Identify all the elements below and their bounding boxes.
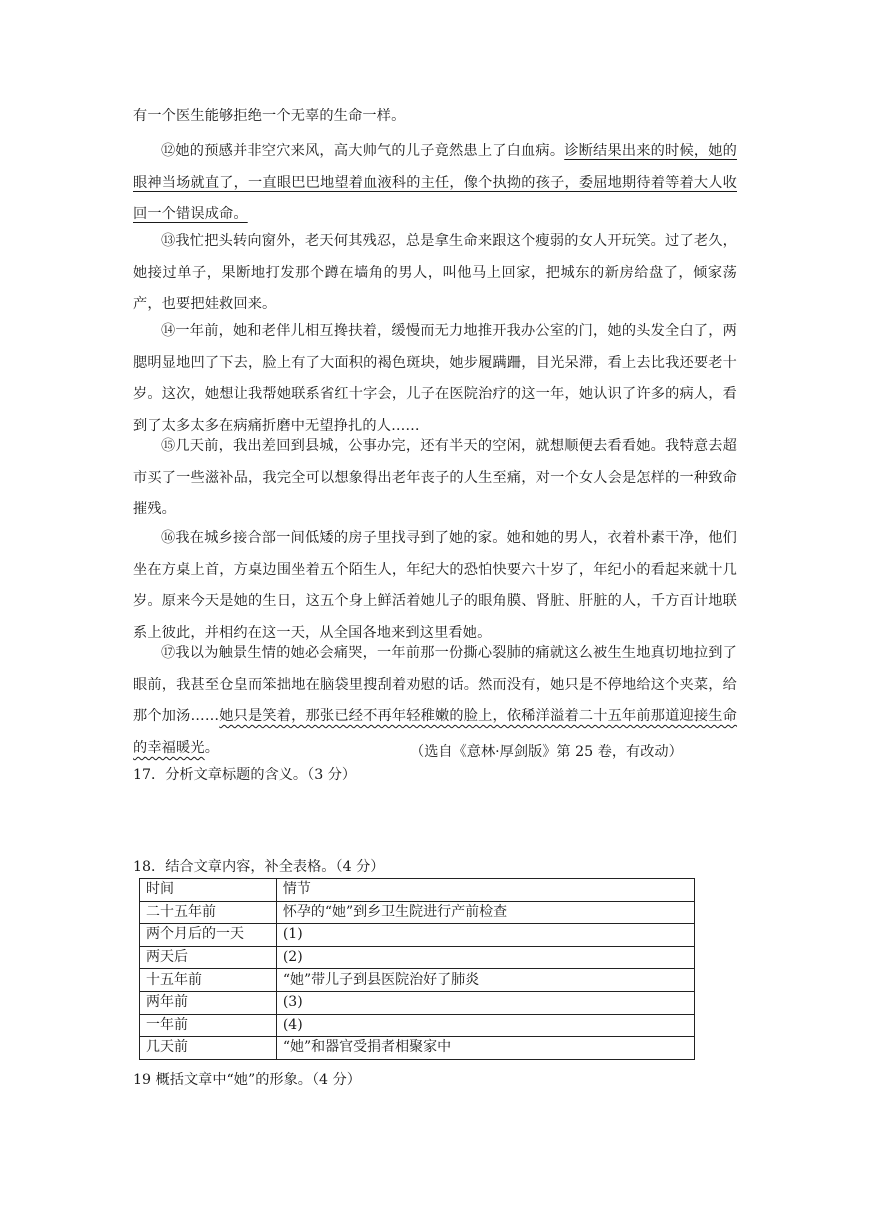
table-header-row xyxy=(140,879,695,902)
table-row xyxy=(140,969,695,992)
table-cell-time: 两年前 xyxy=(140,991,277,1014)
paragraph-13: ⑬我忙把头转向窗外，老天何其残忍，总是拿生命来跟这个瘦弱的女人开玩笑。过了老久，她接过单子，果断地打发那个蹲在墙角的男人，叫他马上回家，把城东的新房给盘了，倾家荡产，也要把娃救回来。 xyxy=(133,233,737,313)
paragraph-17-text: ⑰我以为触景生情的她必会痛哭，一年前那一份撕心裂肺的痛就这么被生生地真切地拉到了眼前，我甚至仓皇而笨拙地在脑袋里搜刮着劝慰的话。然而没有，她只是不停地给这个夹菜，给那个加汤…… xyxy=(133,645,737,725)
paragraph-continued: 有一个医生能够拒绝一个无辜的生命一样。 xyxy=(133,108,406,124)
question-19: 19 概括文章中“她”的形象。（4 分） xyxy=(133,1072,361,1088)
table-row xyxy=(140,991,695,1014)
table-header-time: 时间 xyxy=(140,879,277,902)
table-row xyxy=(140,946,695,969)
table-row xyxy=(140,1014,695,1037)
paragraph-12 xyxy=(133,136,737,231)
table-row xyxy=(140,924,695,947)
table-cell-time: 十五年前 xyxy=(140,969,277,992)
paragraph-17-wavy-underlined: 她只是笑着，那张已经不再年轻稚嫩的脸上，依稀洋溢着二十五年前那道迎接生命的幸福暖光 xyxy=(133,708,738,756)
paragraph-16: ⑯我在城乡接合部一间低矮的房子里找寻到了她的家。她和她的男人，衣着朴素干净，他们坐在方桌上首，方桌边围坐着五个陌生人，年纪大的恐怕快要六十岁了，年纪小的看起来就十几岁。原来今天是她的生日，这五个身上鲜活着她儿子的眼角膜、肾脏、肝脏的人，千方百计地联系上彼此，并相约在这一天，从全国各地来到这里看她。 xyxy=(133,530,737,641)
table-cell-time: 几天前 xyxy=(140,1037,277,1060)
timeline-table xyxy=(139,878,695,1060)
paragraph-14: ⑭一年前，她和老伴儿相互搀扶着，缓慢而无力地推开我办公室的门，她的头发全白了，两腮明显地凹了下去，脸上有了大面积的褐色斑块，她步履蹒跚，目光呆滞，看上去比我还要老十岁。这次，她想让我帮她联系省红十字会，儿子在医院治疗的这一年，她认识了许多的病人，看到了太多太多在病痛折磨中无望挣扎的人…… xyxy=(133,323,737,434)
paragraph-17-end: 。 xyxy=(204,739,220,756)
question-18: 18．结合文章内容，补全表格。（4 分） xyxy=(133,859,385,875)
table-cell-plot: (2) xyxy=(276,946,694,969)
table-header-plot: 情节 xyxy=(276,879,694,902)
paragraph-12-text: ⑫她的预感并非空穴来风，高大帅气的儿子竟然患上了白血病。 xyxy=(161,143,565,159)
table-cell-plot: 怀孕的“她”到乡卫生院进行产前检查 xyxy=(276,901,694,924)
paragraph-12-underlined: 诊断结果出来的时候，她的眼神当场就直了，一直眼巴巴地望着血液科的主任，像个执拗的孩子，委屈地期待着等着大人收回一个错误成命。 xyxy=(133,143,738,223)
table-row xyxy=(140,901,695,924)
table-cell-plot: (4) xyxy=(276,1014,694,1037)
table-cell-time: 一年前 xyxy=(140,1014,277,1037)
paragraph-15: ⑮几天前，我出差回到县城，公事办完，还有半天的空闲，就想顺便去看看她。我特意去超市买了一些滋补品，我完全可以想象得出老年丧子的人生至痛，对一个女人会是怎样的一种致命摧残。 xyxy=(133,438,737,518)
question-17: 17．分析文章标题的含义。（3 分） xyxy=(133,767,357,783)
table-cell-plot: “她”带儿子到县医院治好了肺炎 xyxy=(276,969,694,992)
table-cell-plot: (3) xyxy=(276,991,694,1014)
table-cell-time: 两个月后的一天 xyxy=(140,924,277,947)
table-cell-time: 二十五年前 xyxy=(140,901,277,924)
source-citation: （选自《意林·厚剑版》第 25 卷，有改动） xyxy=(410,744,683,760)
table-cell-plot: (1) xyxy=(276,924,694,947)
table-cell-time: 两天后 xyxy=(140,946,277,969)
table-row xyxy=(140,1037,695,1060)
table-cell-plot: “她”和器官受捐者相聚家中 xyxy=(276,1037,694,1060)
